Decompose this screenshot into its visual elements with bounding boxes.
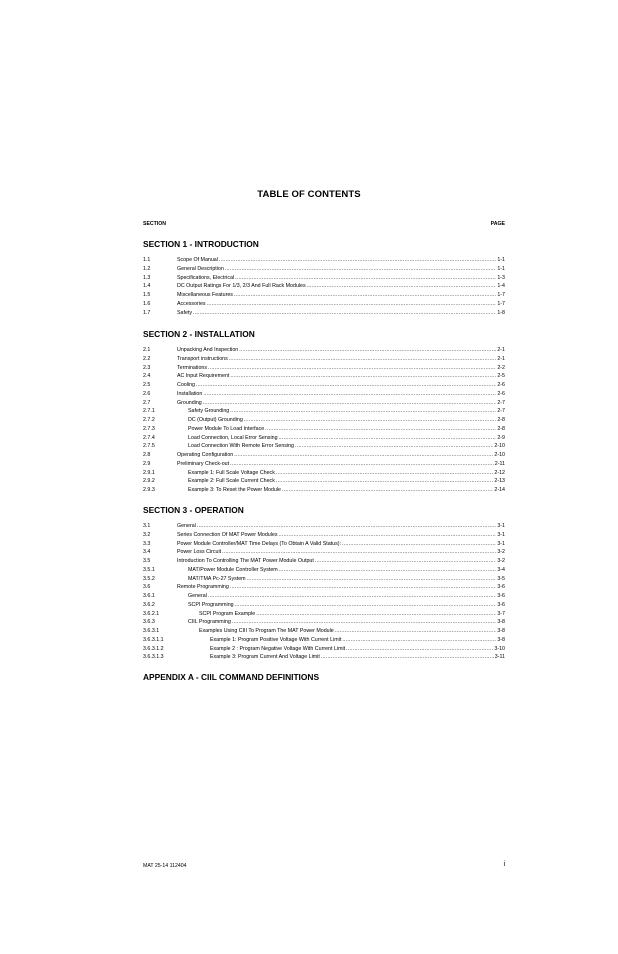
toc-entry [143,390,505,399]
toc-entry [143,618,505,627]
toc-entry-label: DC Output Ratings For 1/3, 2/3 And Full Rack Modules [177,283,306,290]
toc-entry-label: General [188,593,207,599]
dot-leader [342,636,496,645]
toc-entry [143,364,505,373]
dot-leader [244,416,497,425]
dot-leader [229,355,497,364]
toc-entry-page: 1-8 [497,309,505,316]
dot-leader [203,399,497,408]
toc-entry-page: 1-7 [497,300,505,307]
toc-entry-page: 2-14 [494,487,505,493]
toc-entry-page: 3-4 [497,566,505,573]
toc-entry-label: AC Input Requirement [177,373,230,380]
toc-entry [143,522,505,531]
toc-entry [143,399,505,408]
toc-entry-number: 2.7.5 [143,443,155,450]
toc-entry-number: 1.5 [143,292,151,298]
toc-entry-number: 2.9.1 [143,469,155,476]
toc-entry-number: 2.7.1 [143,408,155,415]
page-title: TABLE OF CONTENTS [257,189,361,200]
dot-leader [230,583,497,592]
toc-entry-number: 3.6.3.1 [143,628,160,634]
toc-entry-label: Specifications, Electrical [177,274,235,281]
toc-entry-page: 3-2 [497,549,505,556]
toc-entry-number: 2.7.2 [143,417,155,423]
toc-entry [143,300,505,309]
toc-entry-label: Power Module To Load Interface [188,425,265,432]
dot-leader [276,469,494,478]
dot-leader [235,601,497,610]
toc-entry-number: 2.7.3 [143,425,155,432]
toc-entry-page: 1-1 [497,265,505,272]
toc-entry-number: 2.9.2 [143,478,155,485]
toc-entry [143,460,505,469]
toc-entry-label: SCPI Program Example [199,610,256,617]
toc-entry-number: 3.6.1 [143,593,155,599]
toc-entry-label: Example 1: Program Positive Voltage With Current Limit [210,636,342,643]
toc-entry-page: 2-8 [497,417,505,423]
document-id: MAT 25-14 112404 [143,863,187,869]
toc-entry-number: 2.7.4 [143,434,155,441]
toc-entry-page: 2-5 [497,373,505,380]
dot-leader [232,618,497,627]
toc-entry-label: Example 2 : Program Negative Voltage With Current Limit [210,645,346,652]
dot-leader [315,557,497,566]
toc-entry-number: 2.9.3 [143,487,155,493]
toc-entry-page: 3-7 [497,610,505,617]
toc-entry [143,469,505,478]
dot-leader [225,265,497,274]
dot-leader [222,548,496,557]
toc-entry-label: Example 3: Program Current And Voltage Limit [210,654,320,661]
dot-leader [342,540,496,549]
toc-entry [143,442,505,451]
toc-entry-number: 1.1 [143,257,151,263]
toc-entry-page: 2-2 [497,364,505,371]
dot-leader [196,381,496,390]
toc-entry-page: 3-1 [497,523,505,529]
toc-entry-label: Load Connection, Local Error Sensing [188,434,278,441]
toc-entry [143,477,505,486]
dot-leader [239,346,496,355]
toc-entry-number: 2.3 [143,364,151,371]
toc-entry [143,274,505,283]
toc-entry-page: 2-9 [497,434,505,441]
toc-entry-label: Miscellaneous Features [177,292,233,298]
toc-entry-number: 3.5.1 [143,566,155,573]
toc-entry-number: 3.3 [143,540,151,547]
toc-entry-page: 2-10 [494,452,505,458]
toc-entry-label: Example 1: Full Scale Voltage Check [188,469,275,476]
toc-entry [143,282,505,291]
toc-entry-label: DC (Output) Grounding [188,417,243,423]
toc-entry-label: General Description [177,265,224,272]
toc-entry [143,566,505,575]
toc-entry-page: 2-1 [497,347,505,353]
toc-entry-number: 1.2 [143,265,151,272]
toc-entry-page: 3-2 [497,558,505,564]
toc-entry-number: 3.6.3.1.3 [143,654,164,661]
dot-leader [265,425,496,434]
toc-entry-page: 2-8 [497,425,505,432]
toc-entry [143,636,505,645]
toc-entry-label: Accessories [177,300,206,307]
toc-entry [143,583,505,592]
toc-entry [143,346,505,355]
section-heading: SECTION 3 - OPERATION [143,505,244,515]
toc-entry-label: Series Connection Of MAT Power Modules [177,531,278,538]
dot-leader [256,610,496,619]
toc-entry-number: 3.4 [143,549,151,556]
toc-entry-page: 3-11 [494,654,505,661]
toc-entry-label: Cooling [177,382,195,388]
dot-leader [219,256,496,265]
dot-leader [276,477,494,486]
toc-entry-page: 1-3 [497,274,505,281]
toc-entry-number: 3.1 [143,523,151,529]
toc-entry [143,610,505,619]
toc-list [143,522,505,662]
toc-entry [143,486,505,495]
toc-entry [143,291,505,300]
toc-entry-label: Power Loss Circuit [177,549,222,556]
toc-entry-number: 2.8 [143,452,151,458]
dot-leader [279,531,497,540]
toc-entry [143,256,505,265]
toc-entry-label: Load Connection With Remote Error Sensing [188,443,294,450]
toc-entry [143,557,505,566]
toc-entry-number: 2.2 [143,355,151,362]
dot-leader [230,372,496,381]
toc-entry [143,451,505,460]
toc-entry-label: Example 3: To Reset the Power Module [188,487,281,493]
dot-leader [230,407,496,416]
toc-entry [143,645,505,654]
toc-entry [143,372,505,381]
toc-entry-number: 3.6.3.1.2 [143,645,164,652]
toc-entry-label: Installation [177,390,203,397]
toc-entry-label: Safety Grounding [188,408,230,415]
dot-leader [295,442,493,451]
toc-entry-page: 2-6 [497,390,505,397]
toc-entry [143,416,505,425]
toc-entry-label: Terminations [177,364,208,371]
dot-leader [208,364,496,373]
dot-leader [193,309,496,318]
toc-entry [143,592,505,601]
toc-entry-page: 1-7 [497,292,505,298]
toc-entry-page: 2-13 [494,478,505,485]
dot-leader [335,627,497,636]
toc-entry-page: 2-11 [494,460,505,467]
toc-entry-number: 3.6 [143,584,151,591]
toc-entry-number: 3.6.2 [143,601,155,608]
toc-entry-number: 3.5.2 [143,575,155,582]
toc-entry-number: 2.6 [143,390,151,397]
toc-entry-number: 3.6.2.1 [143,610,160,617]
toc-entry-page: 2-7 [497,399,505,406]
toc-entry-number: 2.9 [143,460,151,467]
section-heading: SECTION 1 - INTRODUCTION [143,239,259,249]
dot-leader [234,291,496,300]
section-heading: SECTION 2 - INSTALLATION [143,329,255,339]
dot-leader [208,592,496,601]
toc-entry-page: 1-1 [497,257,505,263]
toc-entry-page: 3-5 [497,575,505,582]
toc-entry-number: 3.5 [143,558,151,564]
dot-leader [279,434,497,443]
dot-leader [321,653,494,662]
toc-entry-number: 1.7 [143,309,151,316]
toc-entry-label: Preliminary Check-out [177,460,230,467]
toc-entry [143,601,505,610]
section-column-header: SECTION [143,221,167,227]
dot-leader [197,522,496,531]
dot-leader [235,274,496,283]
toc-list [143,346,505,495]
dot-leader [203,390,496,399]
toc-entry-label: MAT/Power Module Controller System [188,566,278,573]
toc-entry [143,407,505,416]
toc-entry-label: Transport instructions [177,355,228,362]
dot-leader [234,451,493,460]
toc-entry-label: MAT/TMA Pc-27 System [188,575,246,582]
page-number: i [503,861,505,868]
toc-entry [143,425,505,434]
toc-entry-label: Remote Programming [177,584,229,591]
dot-leader [307,282,497,291]
dot-leader [230,460,494,469]
dot-leader [282,486,493,495]
toc-entry-page: 2-6 [497,382,505,388]
toc-entry-label: General [177,523,196,529]
toc-entry-page: 3-1 [497,531,505,538]
toc-entry-label: Examples Using CIII To Program The MAT Power Module [199,628,334,634]
dot-leader [207,300,497,309]
dot-leader [247,575,497,584]
page-column-header: PAGE [490,221,505,227]
toc-entry-number: 2.7 [143,399,151,406]
toc-entry-page: 3-6 [497,593,505,599]
toc-entry-label: Scope Of Manual [177,257,218,263]
toc-entry-page: 2-12 [494,469,505,476]
toc-entry [143,531,505,540]
toc-entry-page: 2-10 [494,443,505,450]
toc-entry-number: 1.4 [143,283,151,290]
section-heading: APPENDIX A - CIIL COMMAND DEFINITIONS [143,672,320,682]
toc-entry-page: 2-1 [497,355,505,362]
toc-entry-number: 1.3 [143,274,151,281]
toc-list [143,256,505,317]
toc-entry-page: 2-7 [497,408,505,415]
toc-entry-label: Introduction To Controlling The MAT Power Module Output [177,558,314,564]
toc-entry [143,653,505,662]
dot-leader [279,566,497,575]
toc-entry-number: 2.1 [143,347,151,353]
toc-entry [143,309,505,318]
toc-entry-number: 2.5 [143,382,151,388]
toc-entry [143,265,505,274]
toc-entry-label: Power Module Controller/MAT Time Delays (To Obtain A Valid Status): [177,540,341,547]
toc-entry-label: SCPI Programming [188,601,234,608]
toc-entry-number: 3.6.3.1.1 [143,636,164,643]
toc-entry-label: Operating Configuration [177,452,234,458]
toc-entry [143,434,505,443]
toc-entry [143,627,505,636]
toc-entry-page: 3-8 [497,636,505,643]
toc-entry-page: 1-4 [497,283,505,290]
toc-entry-number: 2.4 [143,373,151,380]
toc-entry [143,540,505,549]
toc-entry-page: 3-8 [497,619,505,626]
toc-entry-number: 3.2 [143,531,151,538]
toc-entry-label: Safety [177,309,193,316]
toc-entry-label: Example 2: Full Scale Current Check [188,478,275,485]
toc-entry-number: 1.6 [143,300,151,307]
toc-entry-label: CIIL Programming [188,619,231,626]
toc-entry-page: 3-1 [497,540,505,547]
toc-entry-page: 3-6 [497,584,505,591]
toc-entry [143,548,505,557]
toc-entry-page: 3-10 [494,645,505,652]
dot-leader [346,645,493,654]
toc-entry-label: Grounding [177,399,202,406]
toc-entry [143,355,505,364]
toc-entry [143,575,505,584]
toc-entry-label: Unpacking And Inspection [177,347,239,353]
toc-entry-number: 3.6.3 [143,619,155,626]
toc-entry-page: 3-8 [497,628,505,634]
toc-entry-page: 3-6 [497,601,505,608]
toc-entry [143,381,505,390]
